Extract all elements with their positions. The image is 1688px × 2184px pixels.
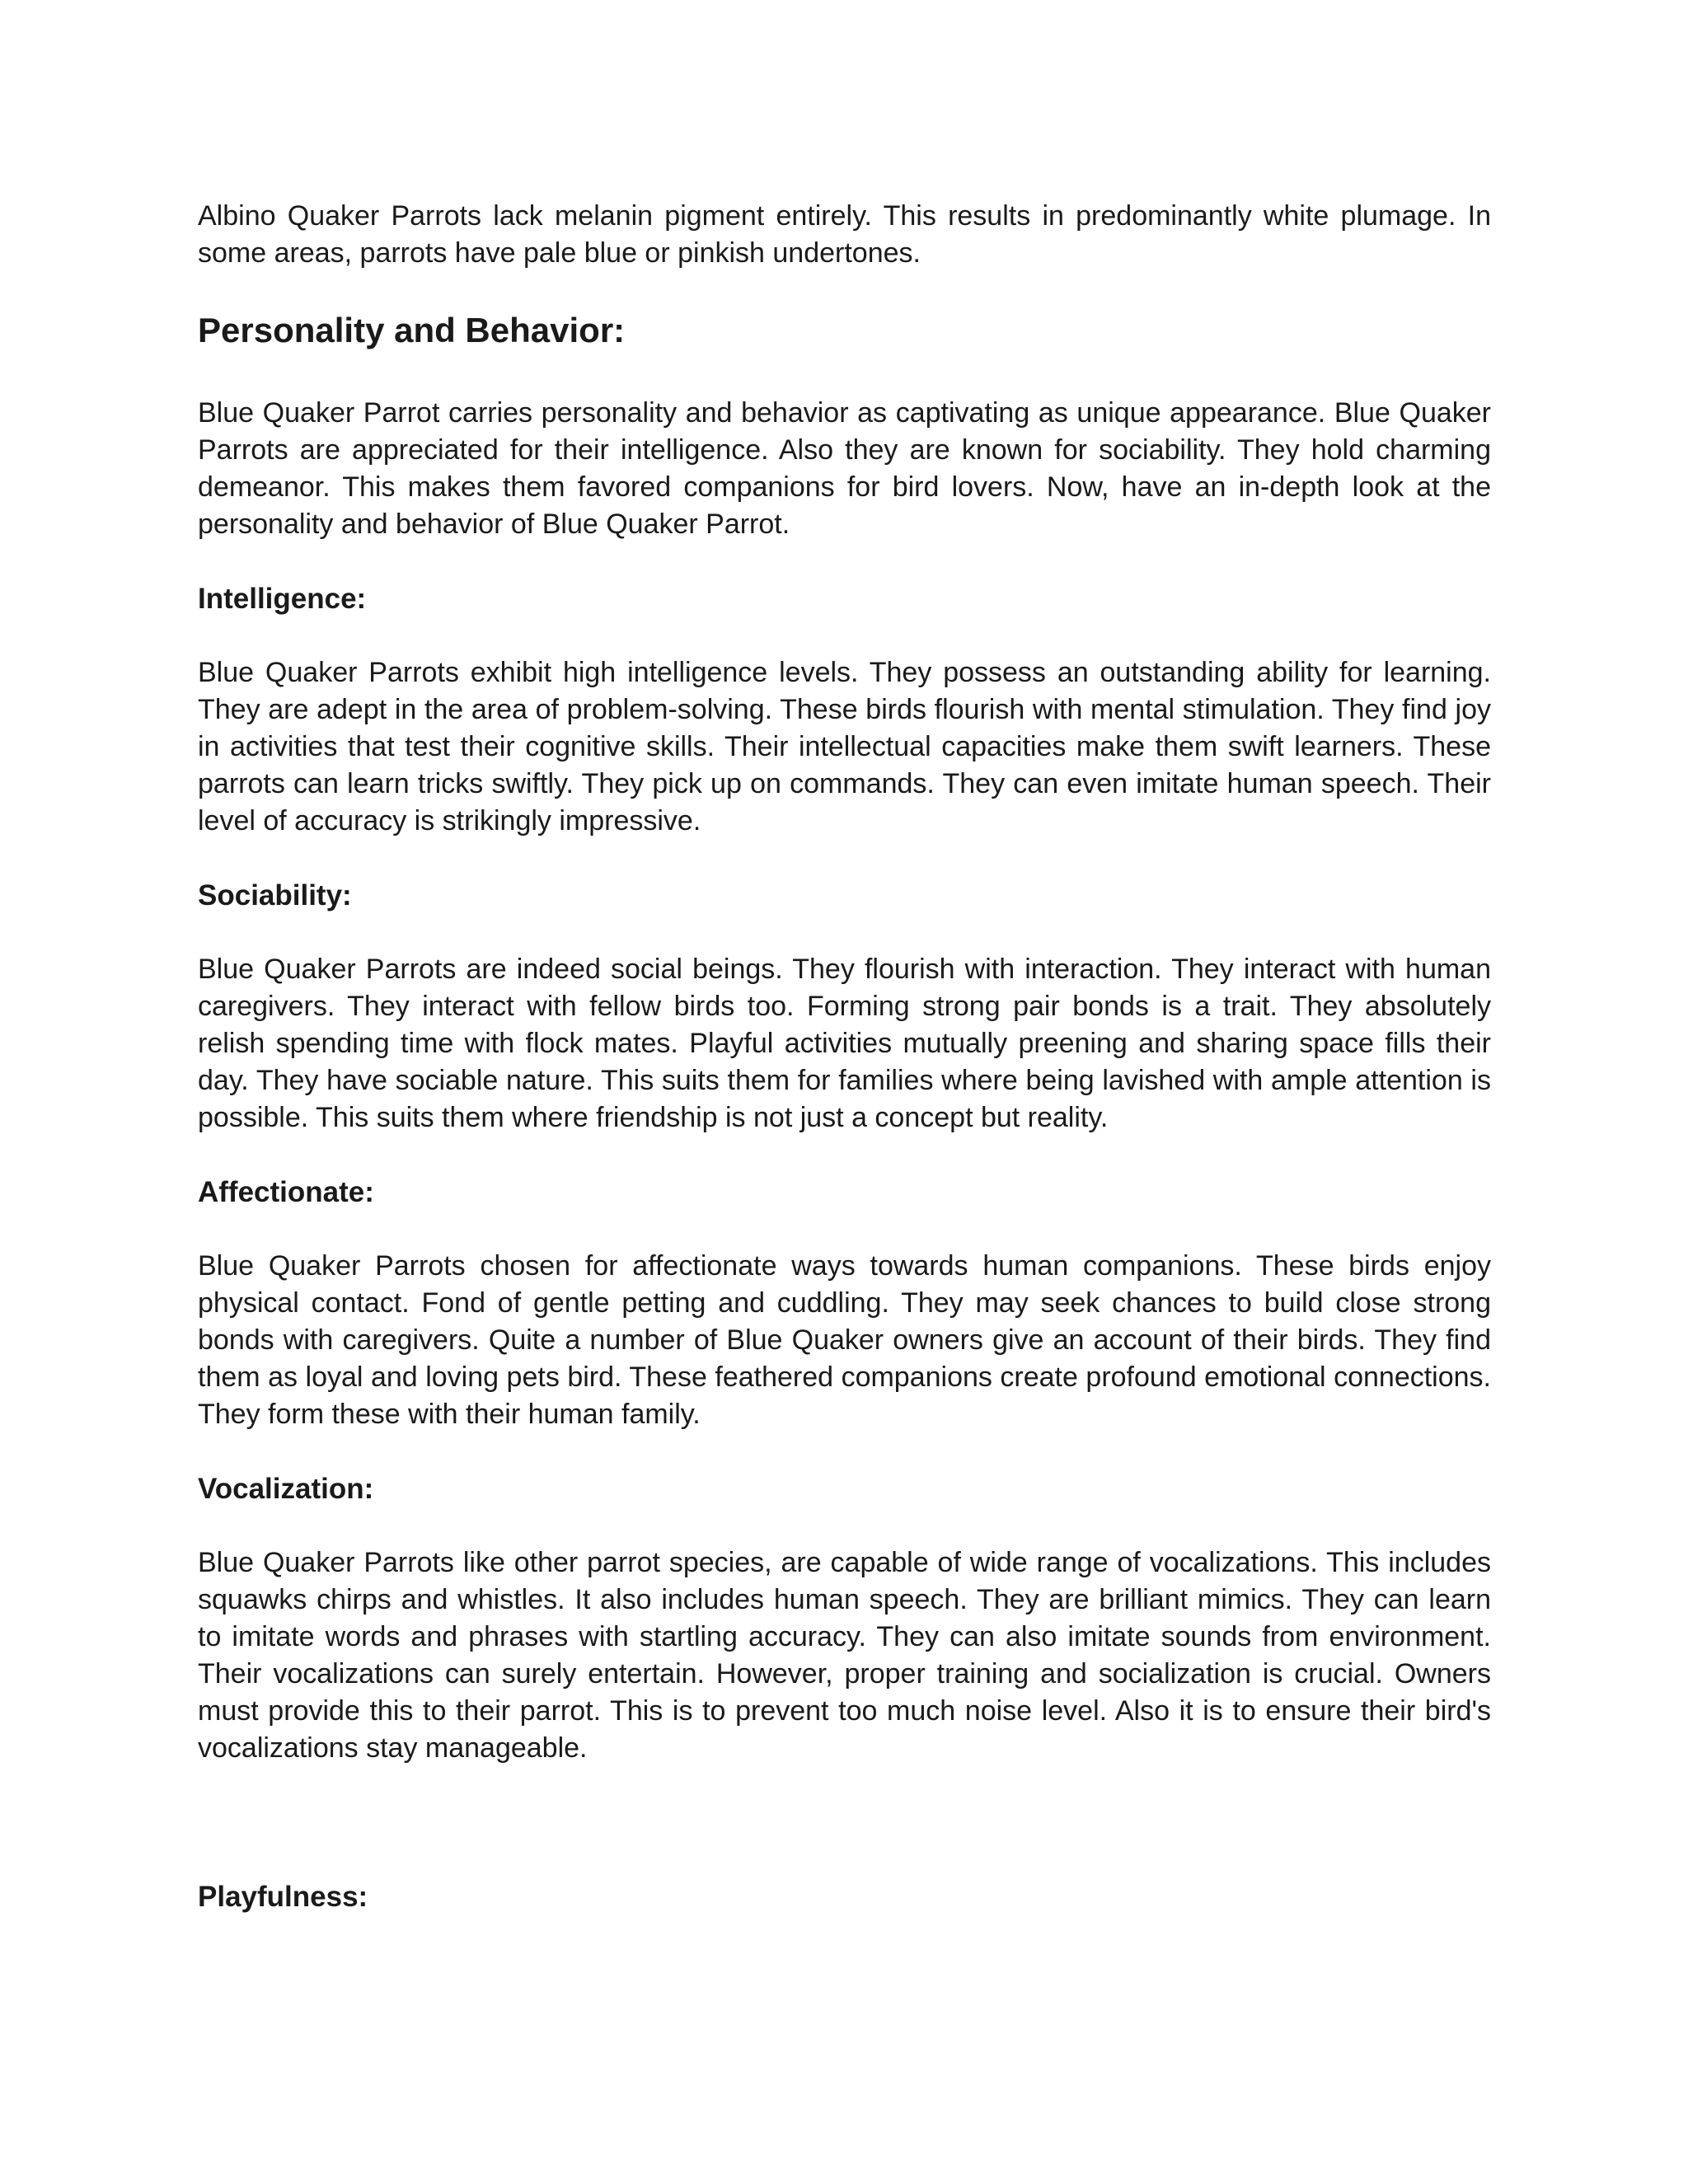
paragraph-affectionate: Blue Quaker Parrots chosen for affectionate ways towards human companions. These birds enjoy physical contact. Fond of gentle petting and cuddling. They may seek chances to build close strong bonds with caregivers. Quite a number of Blue Quaker owners give an account of their birds. They find them as loyal and loving pets bird. These feathered companions create profound emotional connections. They form these with their human family. xyxy=(198,1250,1491,1430)
intro-paragraph: Albino Quaker Parrots lack melanin pigment entirely. This results in predominantly white plumage. In some areas, parrots have pale blue or pinkish undertones. xyxy=(198,200,1491,269)
subheading-vocalization: Vocalization: xyxy=(198,1473,374,1505)
blank-space xyxy=(198,1804,1491,1878)
subheading-intelligence: Intelligence: xyxy=(198,583,367,615)
section-paragraph-personality: Blue Quaker Parrot carries personality and behavior as captivating as unique appearance. Blue Quaker Parrots are appreciated for their intelligence. Also they are known for sociability. They hold charming demeanor. This makes them favored companions for bird lovers. Now, have an in-depth look at the personality and behavior of Blue Quaker Parrot. xyxy=(198,397,1491,540)
subheading-playfulness: Playfulness: xyxy=(198,1881,368,1913)
paragraph-intelligence: Blue Quaker Parrots exhibit high intelligence levels. They possess an outstanding ability for learning. They are adept in the area of problem-solving. These birds flourish with mental stimulation. They find joy in activities that test their cognitive skills. Their intellectual capacities make them swift learners. These parrots can learn tricks swiftly. They pick up on commands. They can even imitate human speech. Their level of accuracy is strikingly impressive. xyxy=(198,657,1491,837)
paragraph-sociability: Blue Quaker Parrots are indeed social beings. They flourish with interaction. They interact with human caregivers. They interact with fellow birds too. Forming strong pair bonds is a trait. They absolutely relish spending time with flock mates. Playful activities mutually preening and sharing space fills their day. They have sociable nature. This suits them for families where being lavished with ample attention is possible. This suits them where friendship is not just a concept but reality. xyxy=(198,954,1491,1133)
subheading-affectionate: Affectionate: xyxy=(198,1176,374,1208)
section-heading-personality: Personality and Behavior: xyxy=(198,311,626,349)
paragraph-vocalization: Blue Quaker Parrots like other parrot species, are capable of wide range of vocalizations. This includes squawks chirps and whistles. It also includes human speech. They are brilliant mimics. They can learn to imitate words and phrases with startling accuracy. They can also imitate sounds from environment. Their vocalizations can surely entertain. However, proper training and socialization is crucial. Owners must provide this to their parrot. This is to prevent too much noise level. Also it is to ensure their bird's vocalizations stay manageable. xyxy=(198,1547,1491,1764)
subheading-sociability: Sociability: xyxy=(198,879,352,912)
